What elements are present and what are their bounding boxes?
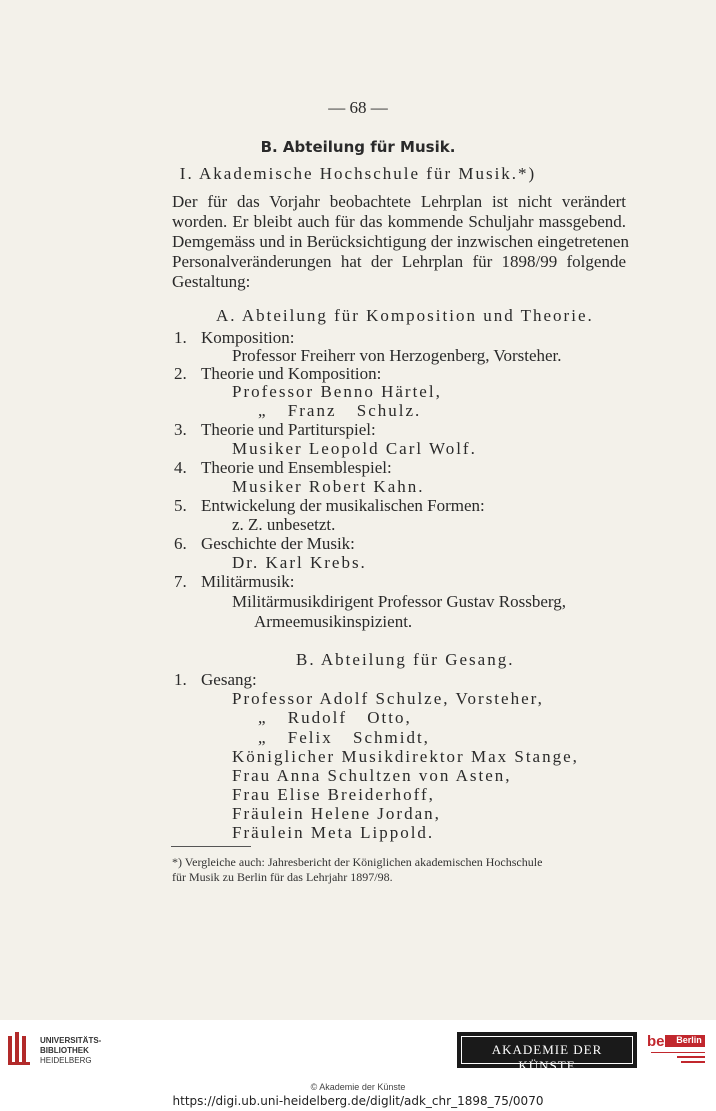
item-line: Dr. Karl Krebs. xyxy=(232,553,367,572)
item-title: Komposition: xyxy=(201,328,295,347)
item-line: Frau Elise Breiderhoff, xyxy=(232,785,435,804)
item-number: 7. xyxy=(174,572,187,591)
item-title: Theorie und Komposition: xyxy=(201,364,382,383)
item-number: 4. xyxy=(174,458,187,477)
berlin-label: Berlin xyxy=(676,1035,702,1045)
item-line: Königlicher Musikdirektor Max Stange, xyxy=(232,747,579,766)
footnote-line: *) Vergleiche auch: Jahresbericht der Königlichen akademischen Hochschule xyxy=(172,855,543,869)
item-number: 3. xyxy=(174,420,187,439)
adk-frame xyxy=(461,1036,633,1073)
subheading: I. Akademische Hochschule für Musik.*) xyxy=(179,164,537,183)
part-b-heading: B. Abteilung für Gesang. xyxy=(296,650,515,669)
intro-line: Gestaltung: xyxy=(172,272,251,291)
item-number: 1. xyxy=(174,670,187,689)
item-line: Frau Anna Schultzen von Asten, xyxy=(232,766,512,785)
item-line: „ Rudolf Otto, xyxy=(258,708,412,727)
page-number: — 68 — xyxy=(328,98,388,117)
akademie-der-kuenste-link[interactable] xyxy=(457,1032,637,1073)
university-library-logo-icon xyxy=(6,1030,34,1068)
section-heading: B. Abteilung für Musik. xyxy=(260,138,456,156)
ub-line: HEIDELBERG xyxy=(40,1056,92,1065)
item-title: Theorie und Partiturspiel: xyxy=(201,420,376,439)
item-line: Militärmusikdirigent Professor Gustav Rossberg, xyxy=(232,592,566,611)
svg-text:be: be xyxy=(647,1033,665,1050)
item-number: 5. xyxy=(174,496,187,515)
item-title: Theorie und Ensemblespiel: xyxy=(201,458,392,477)
intro-line: Der für das Vorjahr beobachtete Lehrplan ist nicht verändert xyxy=(172,192,626,211)
part-a-heading: A. Abteilung für Komposition und Theorie. xyxy=(216,306,594,325)
item-line: Professor Benno Härtel, xyxy=(232,382,442,401)
item-title: Militärmusik: xyxy=(201,572,295,591)
item-number: 1. xyxy=(174,328,187,347)
item-line: Fräulein Helene Jordan, xyxy=(232,804,441,823)
item-title: Entwickelung der musikalischen Formen: xyxy=(201,496,485,515)
item-line: „ Franz Schulz. xyxy=(258,401,422,420)
ub-line: UNIVERSITÄTS- xyxy=(40,1036,102,1045)
item-line: Musiker Robert Kahn. xyxy=(232,477,425,496)
item-number: 2. xyxy=(174,364,187,383)
berlin-logo[interactable] xyxy=(647,1030,709,1070)
intro-line: Demgemäss und in Berücksichtigung der inzwischen eingetretenen xyxy=(172,232,629,251)
adk-label: AKADEMIE DER KÜNSTE xyxy=(491,1042,603,1073)
item-line: z. Z. unbesetzt. xyxy=(232,515,336,534)
item-line: Armeemusikinspizient. xyxy=(254,612,413,631)
item-number: 6. xyxy=(174,534,187,553)
item-line: Professor Freiherr von Herzogenberg, Vorsteher. xyxy=(232,346,562,365)
item-line: „ Felix Schmidt, xyxy=(258,728,430,747)
item-title: Geschichte der Musik: xyxy=(201,534,355,553)
item-title: Gesang: xyxy=(201,670,257,689)
ub-line: BIBLIOTHEK xyxy=(40,1046,89,1055)
intro-line: worden. Er bleibt auch für das kommende Schuljahr massgebend. xyxy=(172,212,626,231)
copyright: © Akademie der Künste xyxy=(310,1082,406,1092)
item-line: Professor Adolf Schulze, Vorsteher, xyxy=(232,689,544,708)
intro-line: Personalveränderungen hat der Lehrplan für 1898/99 folgende xyxy=(172,252,626,271)
footnote-line: für Musik zu Berlin für das Lehrjahr 1897/98. xyxy=(172,870,393,884)
footnote-rule xyxy=(171,846,251,847)
item-line: Musiker Leopold Carl Wolf. xyxy=(232,439,477,458)
permalink-url[interactable]: https://digi.ub.uni-heidelberg.de/diglit/adk_chr_1898_75/0070 xyxy=(172,1094,544,1108)
item-line: Fräulein Meta Lippold. xyxy=(232,823,435,842)
